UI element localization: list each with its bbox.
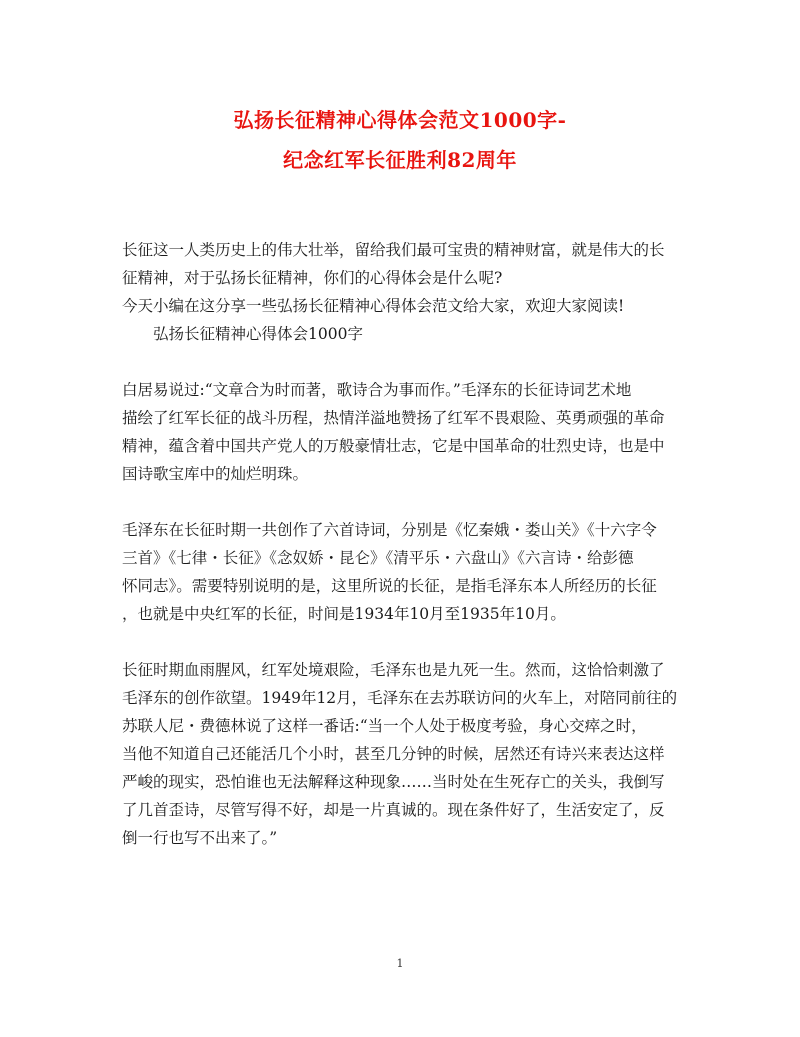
text-line: 征精神，对于弘扬长征精神，你们的心得体会是什么呢?: [122, 269, 503, 287]
text-line: 倒一行也写不出来了。”: [122, 829, 278, 847]
document-title: [0, 100, 800, 180]
text-line: 苏联人尼・费德林说了这样一番话:“当一个人处于极度考验，身心交瘁之时，: [122, 717, 647, 735]
text-line: 今天小编在这分享一些弘扬长征精神心得体会范文给大家，欢迎大家阅读!: [122, 297, 625, 315]
text-line: 三首》《七律・长征》《念奴娇・昆仑》《清平乐・六盘山》《六言诗・给彭德: [122, 549, 634, 567]
page-number: 1: [396, 957, 404, 970]
text-line: 长征这一人类历史上的伟大壮举，留给我们最可宝贵的精神财富，就是伟大的长: [122, 241, 665, 259]
section-heading: [122, 320, 678, 348]
text-line: 当他不知道自己还能活几个小时，甚至几分钟的时候，居然还有诗兴来表达这样: [122, 745, 665, 763]
text-line: 白居易说过:“文章合为时而著，歌诗合为事而作。”毛泽东的长征诗词艺术地: [122, 381, 632, 399]
text-line: 精神，蕴含着中国共产党人的万般豪情壮志，它是中国革命的壮烈史诗，也是中: [122, 437, 665, 455]
text-line: ，也就是中央红军的长征，时间是1934年10月至1935年10月。: [122, 605, 566, 623]
paragraph-bai-juyi: [122, 376, 678, 488]
text-line: 了几首歪诗，尽管写得不好，却是一片真诚的。现在条件好了，生活安定了，反: [122, 801, 665, 819]
text-line: 国诗歌宝库中的灿烂明珠。: [122, 465, 309, 483]
text-line: 严峻的现实，恐怕谁也无法解释这种现象……当时处在生死存亡的关头，我倒写: [122, 773, 665, 791]
text-line: 毛泽东的创作欲望。1949年12月，毛泽东在去苏联访问的火车上，对陪同前往的: [122, 689, 678, 707]
paragraph-intro: [122, 236, 678, 292]
paragraph-six-poems: [122, 516, 678, 628]
text-line: 弘扬长征精神心得体会1000字: [153, 325, 363, 343]
text-line: 描绘了红军长征的战斗历程，热情洋溢地赞扬了红军不畏艰险、英勇顽强的革命: [122, 409, 665, 427]
text-line: 毛泽东在长征时期一共创作了六首诗词，分别是《忆秦娥・娄山关》《十六字令: [122, 521, 657, 539]
text-line: 长征时期血雨腥风，红军处境艰险，毛泽东也是九死一生。然而，这恰恰刺激了: [122, 661, 665, 679]
title-line-1: 弘扬长征精神心得体会范文1000字-: [233, 108, 567, 132]
text-line: 怀同志》。需要特别说明的是，这里所说的长征，是指毛泽东本人所经历的长征: [122, 577, 657, 595]
title-line-2: 纪念红军长征胜利82周年: [283, 148, 517, 172]
paragraph-fedorenko: [122, 656, 678, 852]
document-body: [122, 236, 678, 852]
paragraph-editor-note: [122, 292, 678, 320]
